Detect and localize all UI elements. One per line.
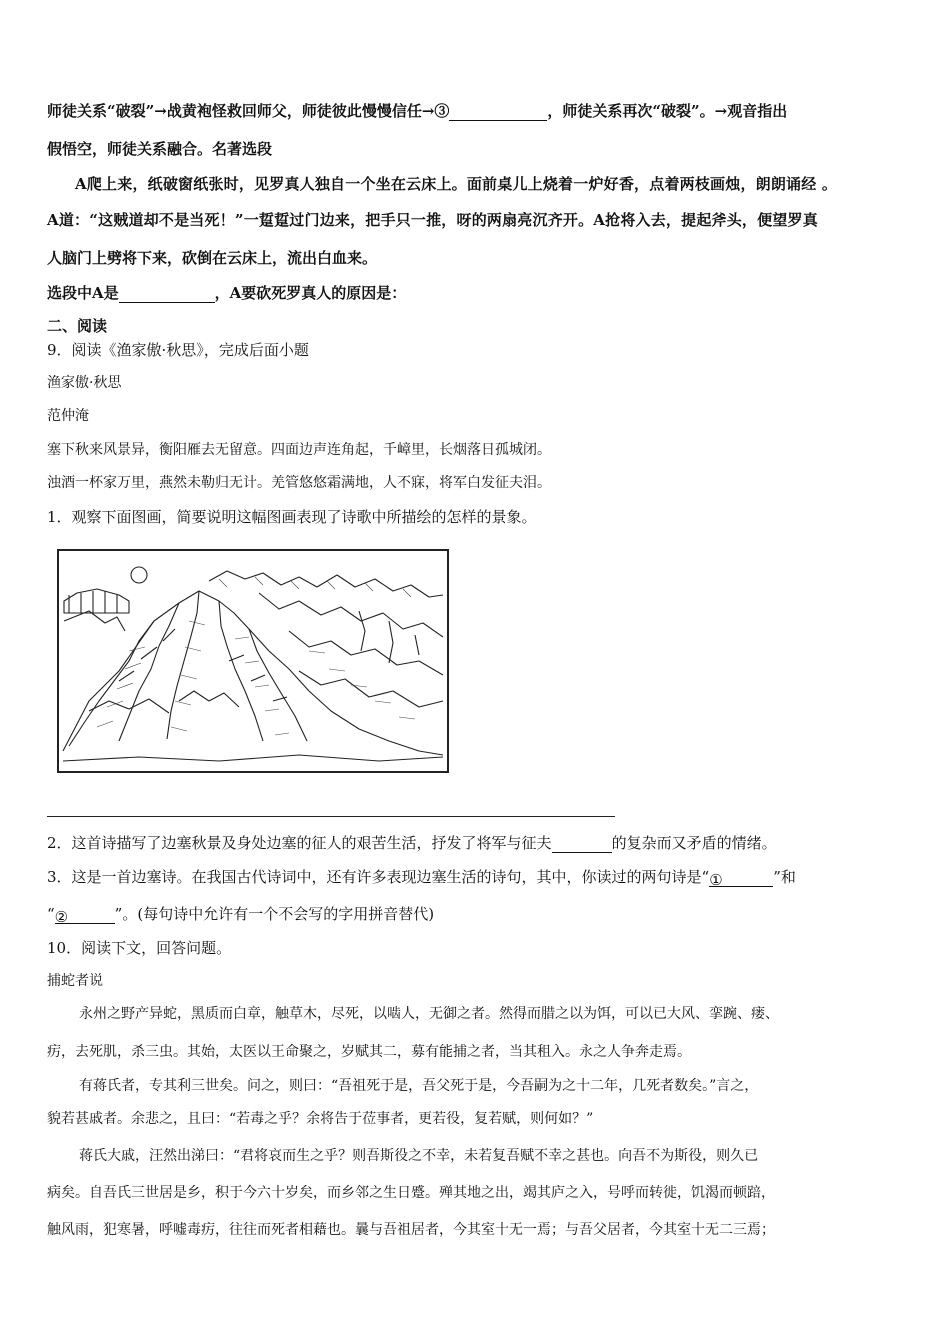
poem-title: 渔家傲·秋思 — [47, 375, 122, 391]
landscape-illustration — [57, 549, 449, 773]
poem-line: 浊酒一杯家万里，燕然未勒归无计。羌管悠悠霜满地，人不寐，将军白发征夫泪。 — [47, 475, 551, 491]
essay-line: 永州之野产异蛇，黑质而白章，触草木，尽死，以啮人，无御之者。然得而腊之以为饵，可以已大风、挛踠、瘘、 — [79, 1006, 779, 1022]
question-line: 10．阅读下文，回答问题。 — [47, 939, 232, 957]
question-line: 1．观察下面图画，简要说明这幅图画表现了诗歌中所描绘的怎样的景象。 — [47, 508, 537, 526]
excerpt-line: A道：“这贼道却不是当死！”一踅踅过门边来，把手只一推，呀的两扇亮沉齐开。A抢将入去，提起斧头，便望罗真 — [47, 211, 818, 229]
essay-line: 疠，去死肌，杀三虫。其始，太医以王命聚之，岁赋其二，募有能捕之者，当其租入。永之人争奔走焉。 — [47, 1044, 691, 1060]
question-line: “② ”。(每句诗中允许有一个不会写的字用拼音替代) — [47, 905, 435, 926]
essay-line: 病矣。自吾氏三世居是乡，积于今六十岁矣，而乡邻之生日蹙。殚其地之出，竭其庐之入，号呼而转徙，饥渴而顿踣， — [47, 1185, 775, 1201]
essay-line: 蒋氏大戚，汪然出涕曰：“君将哀而生之乎？则吾斯役之不幸，未若复吾赋不幸之甚也。向吾不为斯役，则久已 — [79, 1148, 759, 1164]
question-line: 9．阅读《渔家傲·秋思》，完成后面小题 — [47, 341, 309, 359]
answer-blank[interactable] — [119, 286, 215, 303]
question-line: 3．这是一首边塞诗。在我国古代诗词中，还有许多表现边塞生活的诗句，其中，你读过的两句诗是“① ”和 — [47, 868, 796, 889]
poem-author: 范仲淹 — [47, 408, 89, 424]
mountain-drawing — [59, 551, 447, 771]
answer-blank[interactable] — [449, 104, 547, 121]
essay-title: 捕蛇者说 — [47, 973, 103, 989]
essay-line: 触风雨，犯寒暑，呼嘘毒疠，往往而死者相藉也。曩与吾祖居者，今其室十无一焉；与吾父居者，今其室十无二三焉； — [47, 1222, 775, 1238]
essay-line: 貌若甚戚者。余悲之，且曰：“若毒之乎？余将告于莅事者，更若役，复若赋，则何如？” — [47, 1111, 594, 1127]
poem-line: 塞下秋来风景异，衡阳雁去无留意。四面边声连角起，千嶂里，长烟落日孤城闭。 — [47, 442, 551, 458]
question-line: 2．这首诗描写了边塞秋景及身处边塞的征人的艰苦生活，抒发了将军与征夫 的复杂而又矛盾的情绪。 — [47, 834, 777, 852]
answer-blank-1[interactable]: ① — [709, 870, 773, 887]
text-line: 假悟空，师徒关系融合。名著选段 — [47, 140, 273, 158]
answer-blank[interactable] — [552, 836, 612, 853]
excerpt-line: 人脑门上劈将下来，砍倒在云床上，流出白血来。 — [47, 249, 378, 267]
excerpt-line: A爬上来，纸破窗纸张时，见罗真人独自一个坐在云床上。面前桌儿上烧着一炉好香，点着两枝画烛，朗朗诵经 。 — [75, 175, 838, 193]
essay-line: 有蒋氏者，专其利三世矣。问之，则曰：“吾祖死于是，吾父死于是，今吾嗣为之十二年，几死者数矣。”言之， — [79, 1078, 759, 1094]
question-line: 选段中A是 ，A要砍死罗真人的原因是： — [47, 284, 407, 302]
answer-blank-2[interactable]: ② — [55, 907, 115, 924]
section-heading: 二、阅读 — [47, 317, 108, 335]
text-line: 师徒关系“破裂”→战黄袍怪救回师父，师徒彼此慢慢信任→③ ，师徒关系再次“破裂”。→观音指出 — [47, 102, 788, 120]
answer-line[interactable] — [47, 816, 615, 817]
